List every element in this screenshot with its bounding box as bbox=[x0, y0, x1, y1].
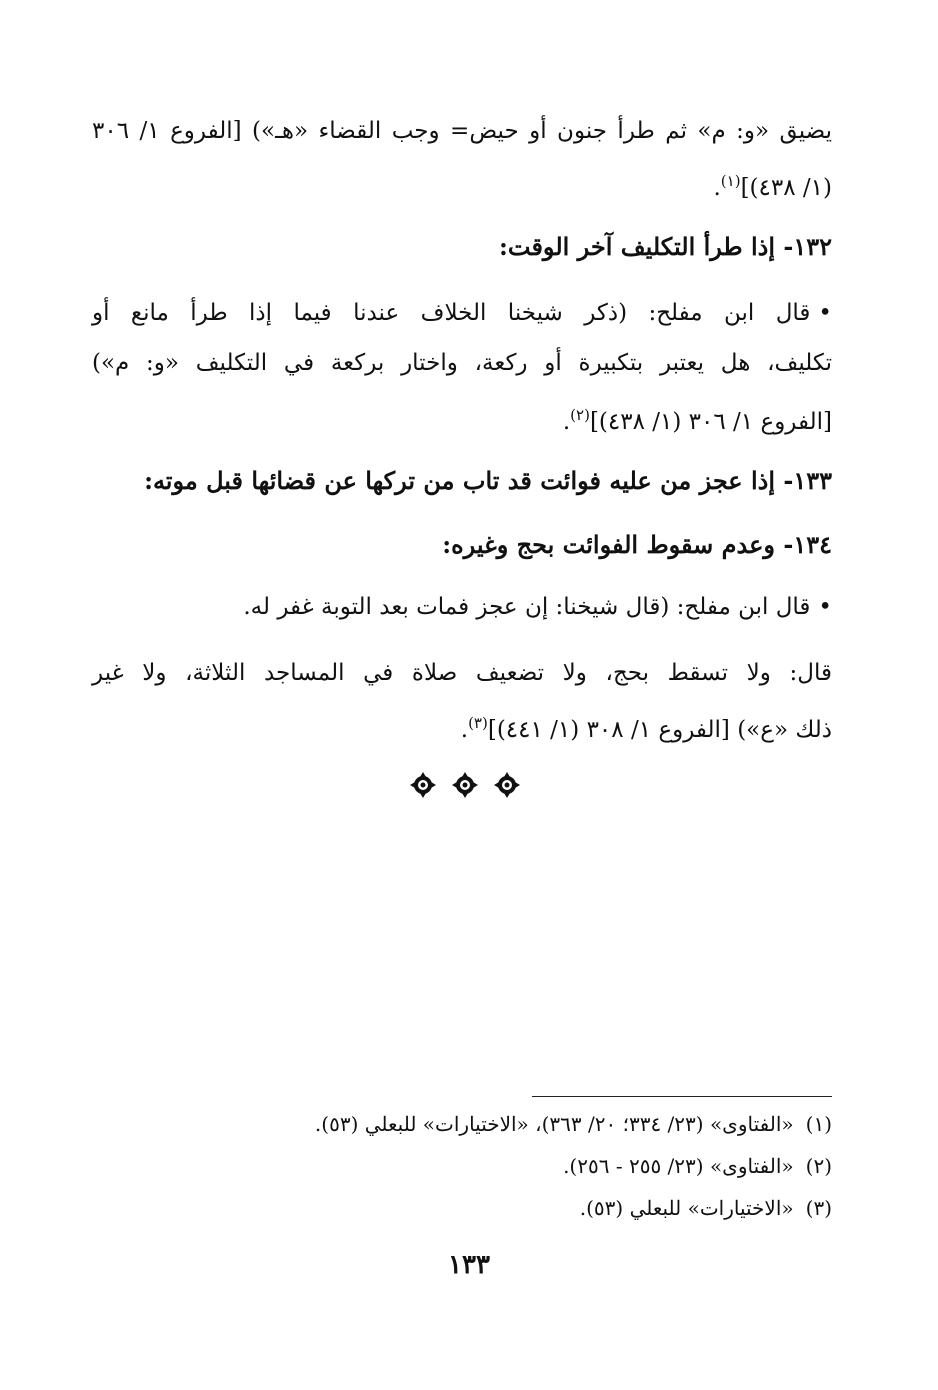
period: . bbox=[713, 175, 721, 201]
footnote-3 bbox=[580, 1194, 832, 1222]
footnote-number: (٢) bbox=[805, 1154, 832, 1178]
footnote-text: «الفتاوى» (٢٣/ ٢٥٥ - ٢٥٦). bbox=[563, 1154, 794, 1178]
footnote-number: (٣) bbox=[805, 1196, 832, 1220]
page-number: ١٣٣ bbox=[448, 1250, 490, 1280]
body-text: قال ابن مفلح: (قال شيخنا: إن عجز فمات بعد التوبة غفر له. bbox=[243, 594, 811, 620]
flower-ornament-icon bbox=[452, 772, 478, 798]
heading-132: ١٣٢- إذا طرأ التكليف آخر الوقت: bbox=[499, 232, 832, 261]
bullet: • bbox=[818, 594, 832, 620]
reference-text: (١/ ٤٣٨)] bbox=[740, 175, 832, 201]
footnote-number: (١) bbox=[805, 1112, 832, 1136]
footnote-ref-1: (١) bbox=[720, 172, 741, 190]
body-line-7: قال: ولا تسقط بحج، ولا تضعيف صلاة في المساجد الثلاثة، ولا غير bbox=[92, 660, 832, 686]
footnote-text: «الفتاوى» (٢٣/ ٣٣٤؛ ٢٠/ ٣٦٣)، «الاختيارات» للبعلي (٥٣). bbox=[314, 1112, 794, 1136]
body-line-3 bbox=[92, 296, 832, 330]
footnote-ref-2: (٢) bbox=[570, 406, 590, 424]
heading-134: ١٣٤- وعدم سقوط الفوائت بحج وغيره: bbox=[442, 530, 832, 559]
flower-ornament-icon bbox=[494, 772, 520, 798]
footnote-divider bbox=[532, 1096, 832, 1097]
body-line-1: يضيق «و: م» ثم طرأ جنون أو حيض= وجب القضاء «هـ») [الفروع ١/ ٣٠٦ bbox=[92, 118, 833, 144]
section-ornaments bbox=[410, 772, 520, 798]
reference-text: [الفروع ١/ ٣٠٦ (١/ ٤٣٨)] bbox=[589, 409, 832, 435]
flower-ornament-icon bbox=[410, 772, 436, 798]
footnote-ref-3: (٣) bbox=[468, 714, 488, 732]
period: . bbox=[562, 409, 571, 435]
body-line-4: تكليف، هل يعتبر بتكبيرة أو ركعة، واختار بركعة في التكليف «و: م») bbox=[92, 350, 832, 376]
heading-133: ١٣٣- إذا عجز من عليه فوائت قد تاب من تركها عن قضائها قبل موته: bbox=[144, 466, 832, 495]
footnote-text: «الاختيارات» للبعلي (٥٣). bbox=[579, 1196, 794, 1220]
footnote-1 bbox=[315, 1110, 832, 1138]
body-line-6 bbox=[92, 590, 832, 624]
bullet: • bbox=[818, 300, 832, 326]
reference-text: ذلك «ع») [الفروع ١/ ٣٠٨ (١/ ٤٤١)] bbox=[487, 717, 832, 743]
body-text: قال ابن مفلح: (ذكر شيخنا الخلاف عندنا فيما إذا طرأ مانع أو bbox=[92, 300, 811, 326]
body-line-2 bbox=[92, 164, 832, 205]
body-line-8 bbox=[92, 706, 832, 747]
footnote-2 bbox=[563, 1152, 832, 1180]
body-line-5 bbox=[92, 398, 832, 439]
period: . bbox=[460, 717, 469, 743]
